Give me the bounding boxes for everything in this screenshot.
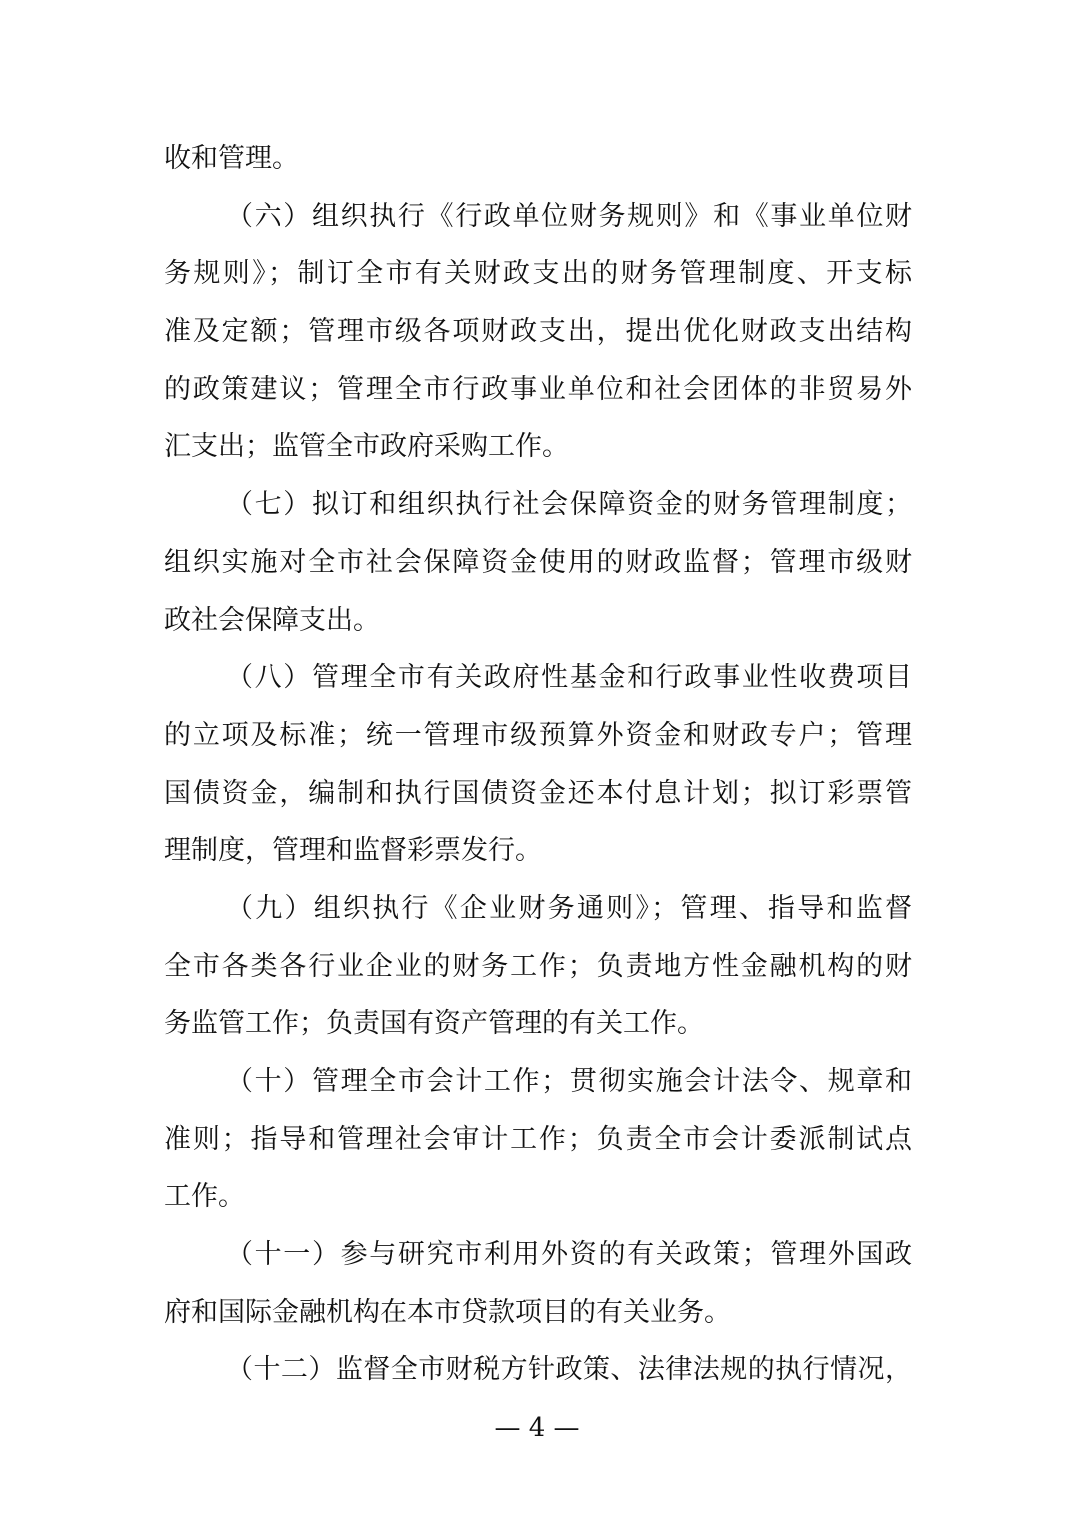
text-line: （七）拟订和组织执行社会保障资金的财务管理制度；	[226, 489, 912, 521]
text-line: 收和管理。	[164, 143, 299, 174]
text-line: 政社会保障支出。	[164, 604, 380, 636]
text-line: 的立项及标准；统一管理市级预算外资金和财政专户；管理	[164, 719, 912, 751]
text-line: 准则；指导和管理社会审计工作；负责全市会计委派制试点	[164, 1123, 912, 1155]
text-line: 府和国际金融机构在本市贷款项目的有关业务。	[164, 1296, 731, 1328]
text-line: 务规则》；制订全市有关财政支出的财务管理制度、开支标	[164, 258, 912, 290]
text-line: （九）组织执行《企业财务通则》；管理、指导和监督	[226, 892, 912, 924]
document-body	[164, 130, 912, 1399]
text-line: （十二）监督全市财税方针政策、法律法规的执行情况，	[226, 1354, 912, 1386]
text-line: 工作。	[164, 1181, 245, 1213]
text-line: （十一）参与研究市利用外资的有关政策；管理外国政	[226, 1239, 912, 1271]
text-line: 务监管工作；负责国有资产管理的有关工作。	[164, 1008, 704, 1040]
text-line: 准及定额；管理市级各项财政支出，提出优化财政支出结构	[164, 316, 912, 348]
text-line: （八）管理全市有关政府性基金和行政事业性收费项目	[226, 662, 912, 694]
text-line: 国债资金，编制和执行国债资金还本付息计划；拟订彩票管	[164, 777, 912, 809]
text-line: 的政策建议；管理全市行政事业单位和社会团体的非贸易外	[164, 373, 912, 405]
text-line: 理制度，管理和监督彩票发行。	[164, 835, 542, 867]
text-line: （十）管理全市会计工作；贯彻实施会计法令、规章和	[226, 1066, 912, 1097]
text-line: （六）组织执行《行政单位财务规则》和《事业单位财	[226, 200, 912, 232]
text-line: 汇支出；监管全市政府采购工作。	[164, 431, 569, 463]
page-number: — 4 —	[494, 1413, 580, 1443]
text-line: 全市各类各行业企业的财务工作；负责地方性金融机构的财	[164, 950, 912, 982]
text-line: 组织实施对全市社会保障资金使用的财政监督；管理市级财	[164, 546, 912, 578]
